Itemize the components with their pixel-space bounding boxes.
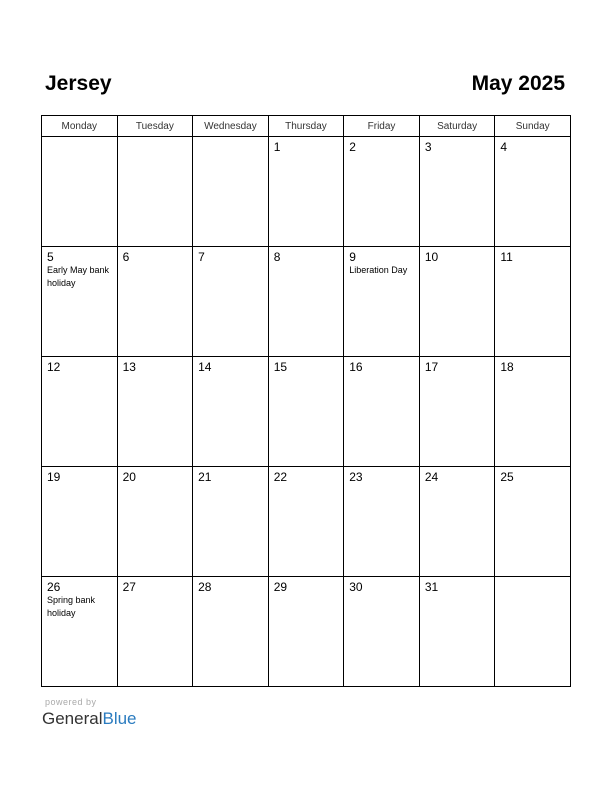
day-number: 24 [424, 470, 439, 484]
weekday-header-wednesday: Wednesday [193, 116, 269, 137]
weekday-header-row [42, 116, 571, 137]
day-cell [344, 247, 420, 357]
day-number: 14 [198, 360, 212, 374]
brand-general-text: General [42, 709, 103, 728]
day-cell [495, 467, 571, 577]
week-row [42, 467, 571, 577]
holiday-label: Liberation Day [349, 265, 408, 275]
weekday-header-saturday: Saturday [419, 116, 495, 137]
day-number: 23 [349, 470, 363, 484]
day-number: 4 [500, 140, 508, 154]
week-row [42, 137, 571, 247]
day-cell [344, 467, 420, 577]
weekday-header-monday: Monday [42, 116, 118, 137]
week-row [42, 577, 571, 687]
day-number: 15 [273, 360, 288, 374]
day-cell [268, 467, 344, 577]
day-cell [42, 467, 118, 577]
weekday-header-thursday: Thursday [268, 116, 344, 137]
week-row [42, 357, 571, 467]
holiday-label: Spring bank holiday [47, 595, 96, 618]
weekday-header-sunday: Sunday [495, 116, 571, 137]
day-cell [268, 247, 344, 357]
day-cell [344, 137, 420, 247]
day-cell [193, 357, 269, 467]
powered-by-label: powered by [45, 697, 97, 707]
day-number: 25 [500, 470, 514, 484]
day-cell [117, 247, 193, 357]
day-cell [268, 137, 344, 247]
day-cell [419, 247, 495, 357]
day-cell [42, 137, 118, 247]
day-number: 2 [349, 140, 356, 154]
weekday-header-friday: Friday [344, 116, 420, 137]
day-number: 8 [273, 250, 281, 264]
weekday-header-tuesday: Tuesday [117, 116, 193, 137]
day-cell [495, 137, 571, 247]
day-cell [117, 577, 193, 687]
day-cell [268, 577, 344, 687]
day-number: 10 [424, 250, 439, 264]
day-cell [344, 357, 420, 467]
calendar-country-title: Jersey [45, 72, 112, 95]
calendar-grid [41, 115, 571, 687]
day-number: 30 [349, 580, 363, 594]
day-number: 11 [500, 250, 513, 264]
day-cell [42, 357, 118, 467]
day-cell [193, 247, 269, 357]
day-cell [419, 137, 495, 247]
day-number: 26 [47, 580, 61, 594]
day-cell [193, 577, 269, 687]
day-number: 31 [424, 580, 439, 594]
day-number: 7 [198, 250, 205, 264]
day-number: 9 [349, 250, 356, 264]
day-number: 29 [273, 580, 288, 594]
day-cell [117, 357, 193, 467]
day-number: 13 [122, 360, 136, 374]
week-row [42, 247, 571, 357]
day-cell [268, 357, 344, 467]
day-cell [419, 467, 495, 577]
day-number: 1 [273, 140, 281, 154]
brand-blue-text: Blue [102, 709, 137, 728]
day-number: 21 [198, 470, 212, 484]
day-cell [193, 467, 269, 577]
day-number: 19 [47, 470, 61, 484]
day-cell [117, 137, 193, 247]
day-number: 3 [424, 140, 432, 154]
day-cell [193, 137, 269, 247]
day-cell [419, 357, 495, 467]
day-number: 16 [349, 360, 363, 374]
day-cell [495, 577, 571, 687]
day-number: 28 [198, 580, 212, 594]
day-cell [117, 467, 193, 577]
holiday-label: Early May bank holiday [47, 265, 110, 288]
day-number: 6 [122, 250, 130, 264]
day-number: 12 [47, 360, 61, 374]
day-number: 18 [500, 360, 514, 374]
generalblue-logo [42, 709, 137, 729]
day-number: 5 [47, 250, 54, 264]
day-cell [495, 357, 571, 467]
day-cell [42, 247, 118, 357]
day-number: 20 [122, 470, 136, 484]
day-number: 22 [273, 470, 288, 484]
day-number: 17 [424, 360, 439, 374]
day-number: 27 [122, 580, 136, 594]
day-cell [495, 247, 571, 357]
day-cell [419, 577, 495, 687]
calendar-month-title: May 2025 [471, 72, 565, 95]
footer-branding [42, 697, 137, 729]
day-cell [344, 577, 420, 687]
day-cell [42, 577, 118, 687]
